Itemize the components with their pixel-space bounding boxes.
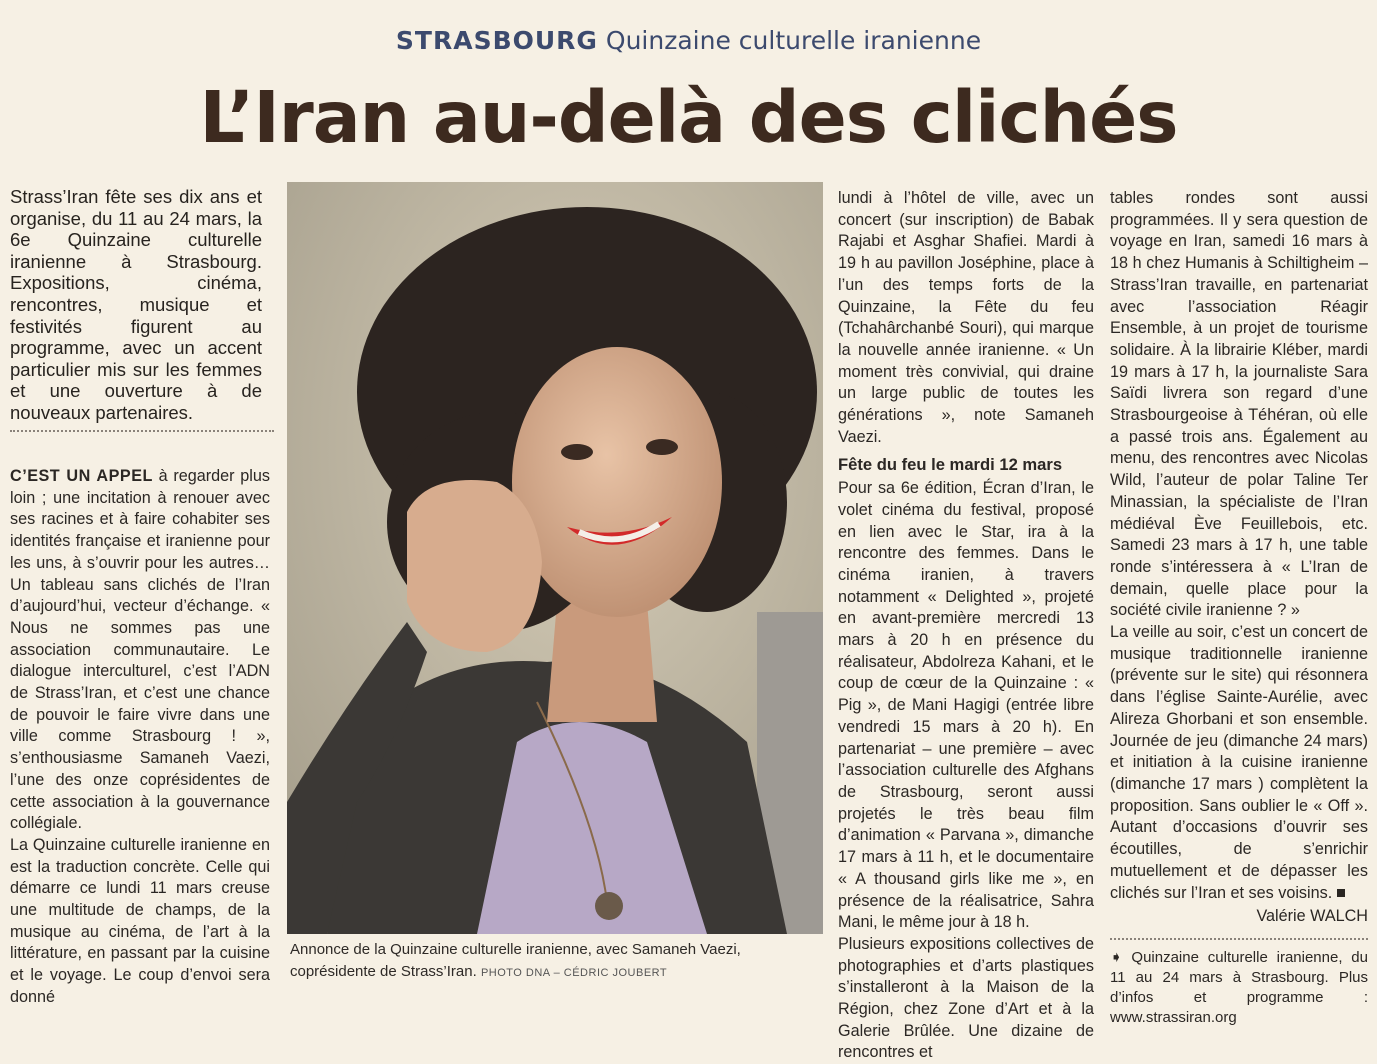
arrow-icon: ➧ <box>1110 948 1123 966</box>
col4-paragraph-2 <box>1110 622 1368 904</box>
drop-appel: C’EST UN APPEL <box>10 467 153 485</box>
body-column-4 <box>1110 188 1368 1028</box>
col4-text-2: La veille au soir, c’est un concert de musique traditionnelle iranienne (prévente sur le site) qui résonnera dans l’église Sainte-Aurélie, avec Alireza Ghorbani et son ensemble. Journée de jeu (dimanche 24 mars) et initiation à la cuisine iranienne (dimanche 17 mars ) complètent la proposition. Sans oublier le « Off ». Autant d’occasions d’ouvrir ses écoutilles, de s’enrichir mutuellement et de dépasser les clichés sur l’Iran et ses voisins. <box>1110 623 1368 902</box>
info-text: Quinzaine culturelle iranienne, du 11 au 24 mars à Strasbourg. Plus d’infos et programme : www.strassiran.org <box>1110 948 1368 1026</box>
col4-paragraph-1: tables rondes sont aussi programmées. Il y sera question de voyage en Iran, samedi 16 mars à 18 h chez Humanis à Schiltigheim – Strass’Iran travaille, en partenariat avec l’association Réagir Ensemble, à un projet de tourisme solidaire. À la librairie Kléber, mardi 19 mars à 17 h, la journaliste Sara Saïdi livrera son regard d’une Strasbourgeoise à Téhéran, où elle a passé trois ans. Également au menu, des rencontres avec Nicolas Wild, l’auteur de polar Taline Ter Minassian, la spécialiste de l’Iran médiéval Ève Feuillebois, etc. Samedi 23 mars à 17 h, une table ronde s’intéressera à « L’Iran de demain, quelle place pour la société civile iranienne ? » <box>1110 189 1368 620</box>
article-kicker <box>0 24 1377 58</box>
info-box <box>1110 948 1368 1028</box>
caption-text: Annonce de la Quinzaine culturelle iranienne, avec Samaneh Vaezi, coprésidente de Strass’Iran. <box>290 941 741 980</box>
body-column-3 <box>838 188 1094 1064</box>
end-mark <box>1337 889 1345 897</box>
portrait-photo <box>287 182 823 934</box>
kicker-city: STRASBOURG <box>395 26 598 55</box>
lede-column <box>10 186 262 424</box>
portrait-illustration <box>287 182 823 934</box>
col3-paragraph-2: Pour sa 6e édition, Écran d’Iran, le volet cinéma du festival, proposé en lien avec le Star, ira à la rencontre des femmes. Dans le cinéma iranien, à travers notamment « Delighted », projeté en avant-première mercredi 13 mars à 20 h en présence du réalisateur, Abdolreza Kahani, et le coup de cœur de la Quinzaine : « Pig », de Mani Hagigi (entrée libre vendredi 15 mars à 20 h). En partenariat – une première – avec l’association culturelle des Afghans de Strasbourg, seront aussi projetés le très beau film d’animation « Parvana », dimanche 17 mars à 11 h, et le documentaire « A thousand girls like me », en présence de la réalisatrice, Sahra Mani, le même jour à 18 h. <box>838 479 1094 932</box>
photo-caption <box>290 939 820 984</box>
lede-paragraph: Strass’Iran fête ses dix ans et organise, du 11 au 24 mars, la 6e Quinzaine culturelle iranienne à Strasbourg. Expositions, cinéma, rencontres, musique et festivités figurent au programme, avec un accent particulier mis sur les femmes et une ouverture à de nouveaux partenaires. <box>10 186 262 423</box>
col1-paragraph-2: La Quinzaine culturelle iranienne en est la traduction concrète. Celle qui démarre ce lundi 11 mars creuse une multitude de champs, de la musique au cinéma, de l’art à la littérature, en passant par la cuisine et le voyage. Le coup d’envoi sera donné <box>10 835 270 1006</box>
col3-subhead: Fête du feu le mardi 12 mars <box>838 455 1063 475</box>
col3-paragraph-1: lundi à l’hôtel de ville, avec un concert (sur inscription) de Babak Rajabi et Asghar Shafiei. Mardi à 19 h au pavillon Joséphine, place à l’un des temps forts de la Quinzaine, la Fête du feu (Tchahârchanbé Souri), qui marque la nouvelle année iranienne. « Un moment très convivial, qui draine un large public de toutes les générations », note Samaneh Vaezi. <box>838 189 1094 446</box>
article-headline: L’Iran au-delà des clichés <box>199 76 1178 159</box>
kicker-topic: Quinzaine culturelle iranienne <box>605 26 982 55</box>
body-column-1 <box>10 466 270 1009</box>
info-divider <box>1110 938 1368 940</box>
col1-paragraph-1 <box>10 466 270 835</box>
column-divider <box>10 430 274 432</box>
col3-paragraph-3: Plusieurs expositions collectives de photographies et d’arts plastiques s’installeront à la Maison de la Région, chez Zone d’Art et à la Galerie Brûlée. Une dizaine de rencontres et <box>838 934 1094 1062</box>
col1-text-1: à regarder plus loin ; une incitation à renouer avec ses racines et à faire cohabiter ses identités française et iranienne pour les uns, à s’ouvrir pour les autres… Un tableau sans clichés de l’Iran d’aujourd’hui, vecteur d’échange. « Nous ne sommes pas une association communautaire. Le dialogue interculturel, c’est l’ADN de Strass’Iran, et c’est une chance de pouvoir le faire vivre dans une ville comme Strasbourg ! », s’enthousiasme Samaneh Vaezi, l’une des onze coprésidentes de cette association à la gouvernance collégiale. <box>10 467 270 833</box>
author-signature: Valérie WALCH <box>1256 907 1368 926</box>
photo-credit: PHOTO DNA – CÉDRIC JOUBERT <box>480 967 668 979</box>
